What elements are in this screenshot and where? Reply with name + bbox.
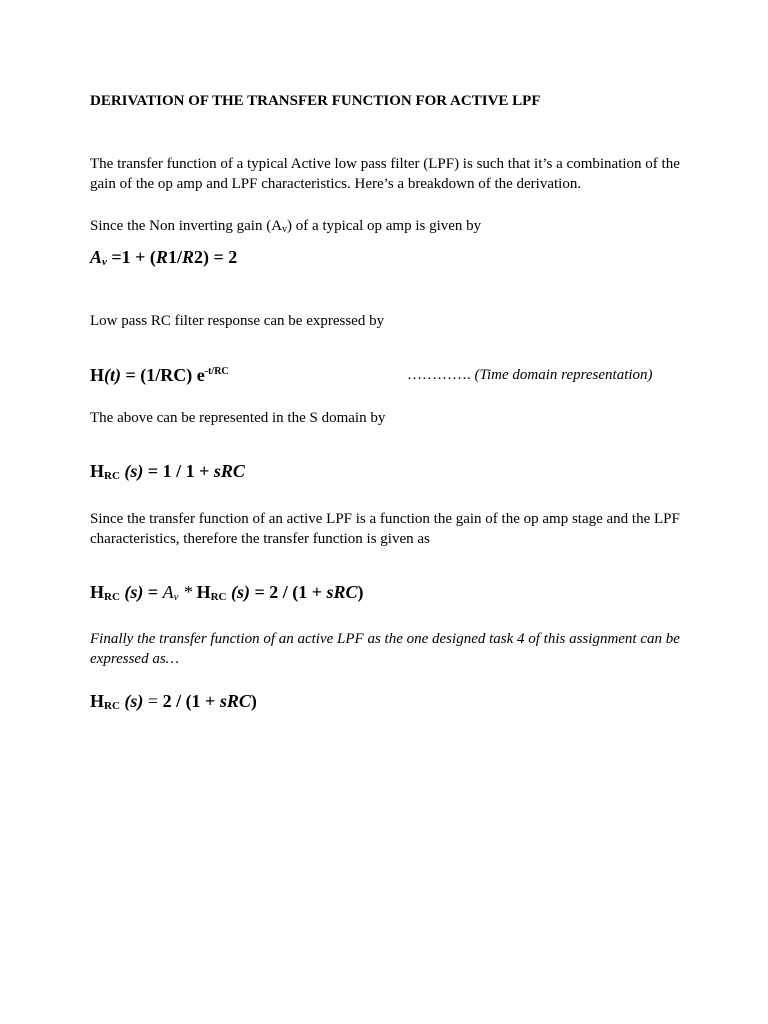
eq1-one: 1/ (167, 247, 182, 267)
eq4-sub: RC (104, 591, 120, 603)
gain-paragraph (90, 216, 680, 240)
gain-text-sub: v (282, 224, 288, 235)
eq4-mid: = 2 / (1 + (249, 582, 327, 602)
document-title: DERIVATION OF THE TRANSFER FUNCTION FOR ACTIVE LPF (90, 93, 541, 109)
note-text: (Time domain representation) (474, 367, 653, 383)
eq1-rest-2: 2) = 2 (193, 247, 238, 267)
eq4-eqsign: = (143, 582, 163, 602)
gain-text-post: ) of a typical op amp is given by (287, 218, 482, 234)
active-paragraph: Since the transfer function of an active LPF is a function the gain of the op amp stage and the LPF characteristics, therefore the transfer function is given as (90, 511, 680, 547)
eq4-src: sRC (326, 582, 358, 602)
eq5-src: sRC (219, 691, 251, 711)
final-paragraph: Finally the transfer function of an active LPF as the one designed task 4 of this assignment can be expressed as… (90, 631, 680, 667)
eq5-mid: 2 / (1 + (162, 691, 220, 711)
equation-active (90, 582, 364, 603)
eq4-s2: (s) (226, 582, 250, 602)
eq4-close: ) (357, 582, 364, 602)
eq2-h: H (90, 365, 105, 385)
eq1-a: A (90, 247, 103, 267)
eq5-eqsign: = (143, 691, 163, 711)
eq4-a: A (162, 582, 174, 602)
eq3-mid: = 1 / 1 + (143, 461, 214, 481)
eq1-a-sub: v (102, 256, 107, 268)
rc-paragraph: Low pass RC filter response can be expressed by (90, 313, 385, 329)
equation-time-domain (90, 365, 229, 386)
eq5-close: ) (250, 691, 257, 711)
eq3-h: H (90, 461, 105, 481)
intro-paragraph: The transfer function of a typical Active low pass filter (LPF) is such that it’s a combination of the gain of the op amp and LPF characteristics. Here’s a breakdown of the derivation. (90, 156, 680, 192)
equation-gain (90, 247, 237, 268)
eq4-s: (s) (119, 582, 144, 602)
eq1-rest-1: =1 + ( (106, 247, 156, 267)
equation-s-domain (90, 461, 245, 482)
eq4-sub2: RC (210, 591, 227, 603)
eq4-star: * (178, 582, 197, 602)
eq2-t: (t) (104, 365, 122, 385)
gain-text-pre: Since the Non inverting gain (A (90, 218, 283, 234)
s-domain-paragraph: The above can be represented in the S domain by (90, 410, 386, 426)
eq5-sub: RC (104, 700, 120, 712)
note-dots: …………. (407, 367, 475, 383)
equation-final (90, 691, 257, 712)
eq2-sup: -t/RC (204, 366, 229, 377)
eq3-src: sRC (213, 461, 245, 481)
eq1-r2: R (181, 247, 194, 267)
eq4-h2: H (196, 582, 211, 602)
eq1-r1: R (155, 247, 168, 267)
eq2-mid: = (1/RC) e (121, 365, 205, 385)
eq3-sub: RC (104, 470, 120, 482)
eq4-a-sub: v (173, 591, 179, 603)
eq5-h: H (90, 691, 105, 711)
eq3-s: (s) (119, 461, 144, 481)
eq5-s: (s) (119, 691, 144, 711)
eq4-h: H (90, 582, 105, 602)
time-domain-note (407, 367, 653, 384)
